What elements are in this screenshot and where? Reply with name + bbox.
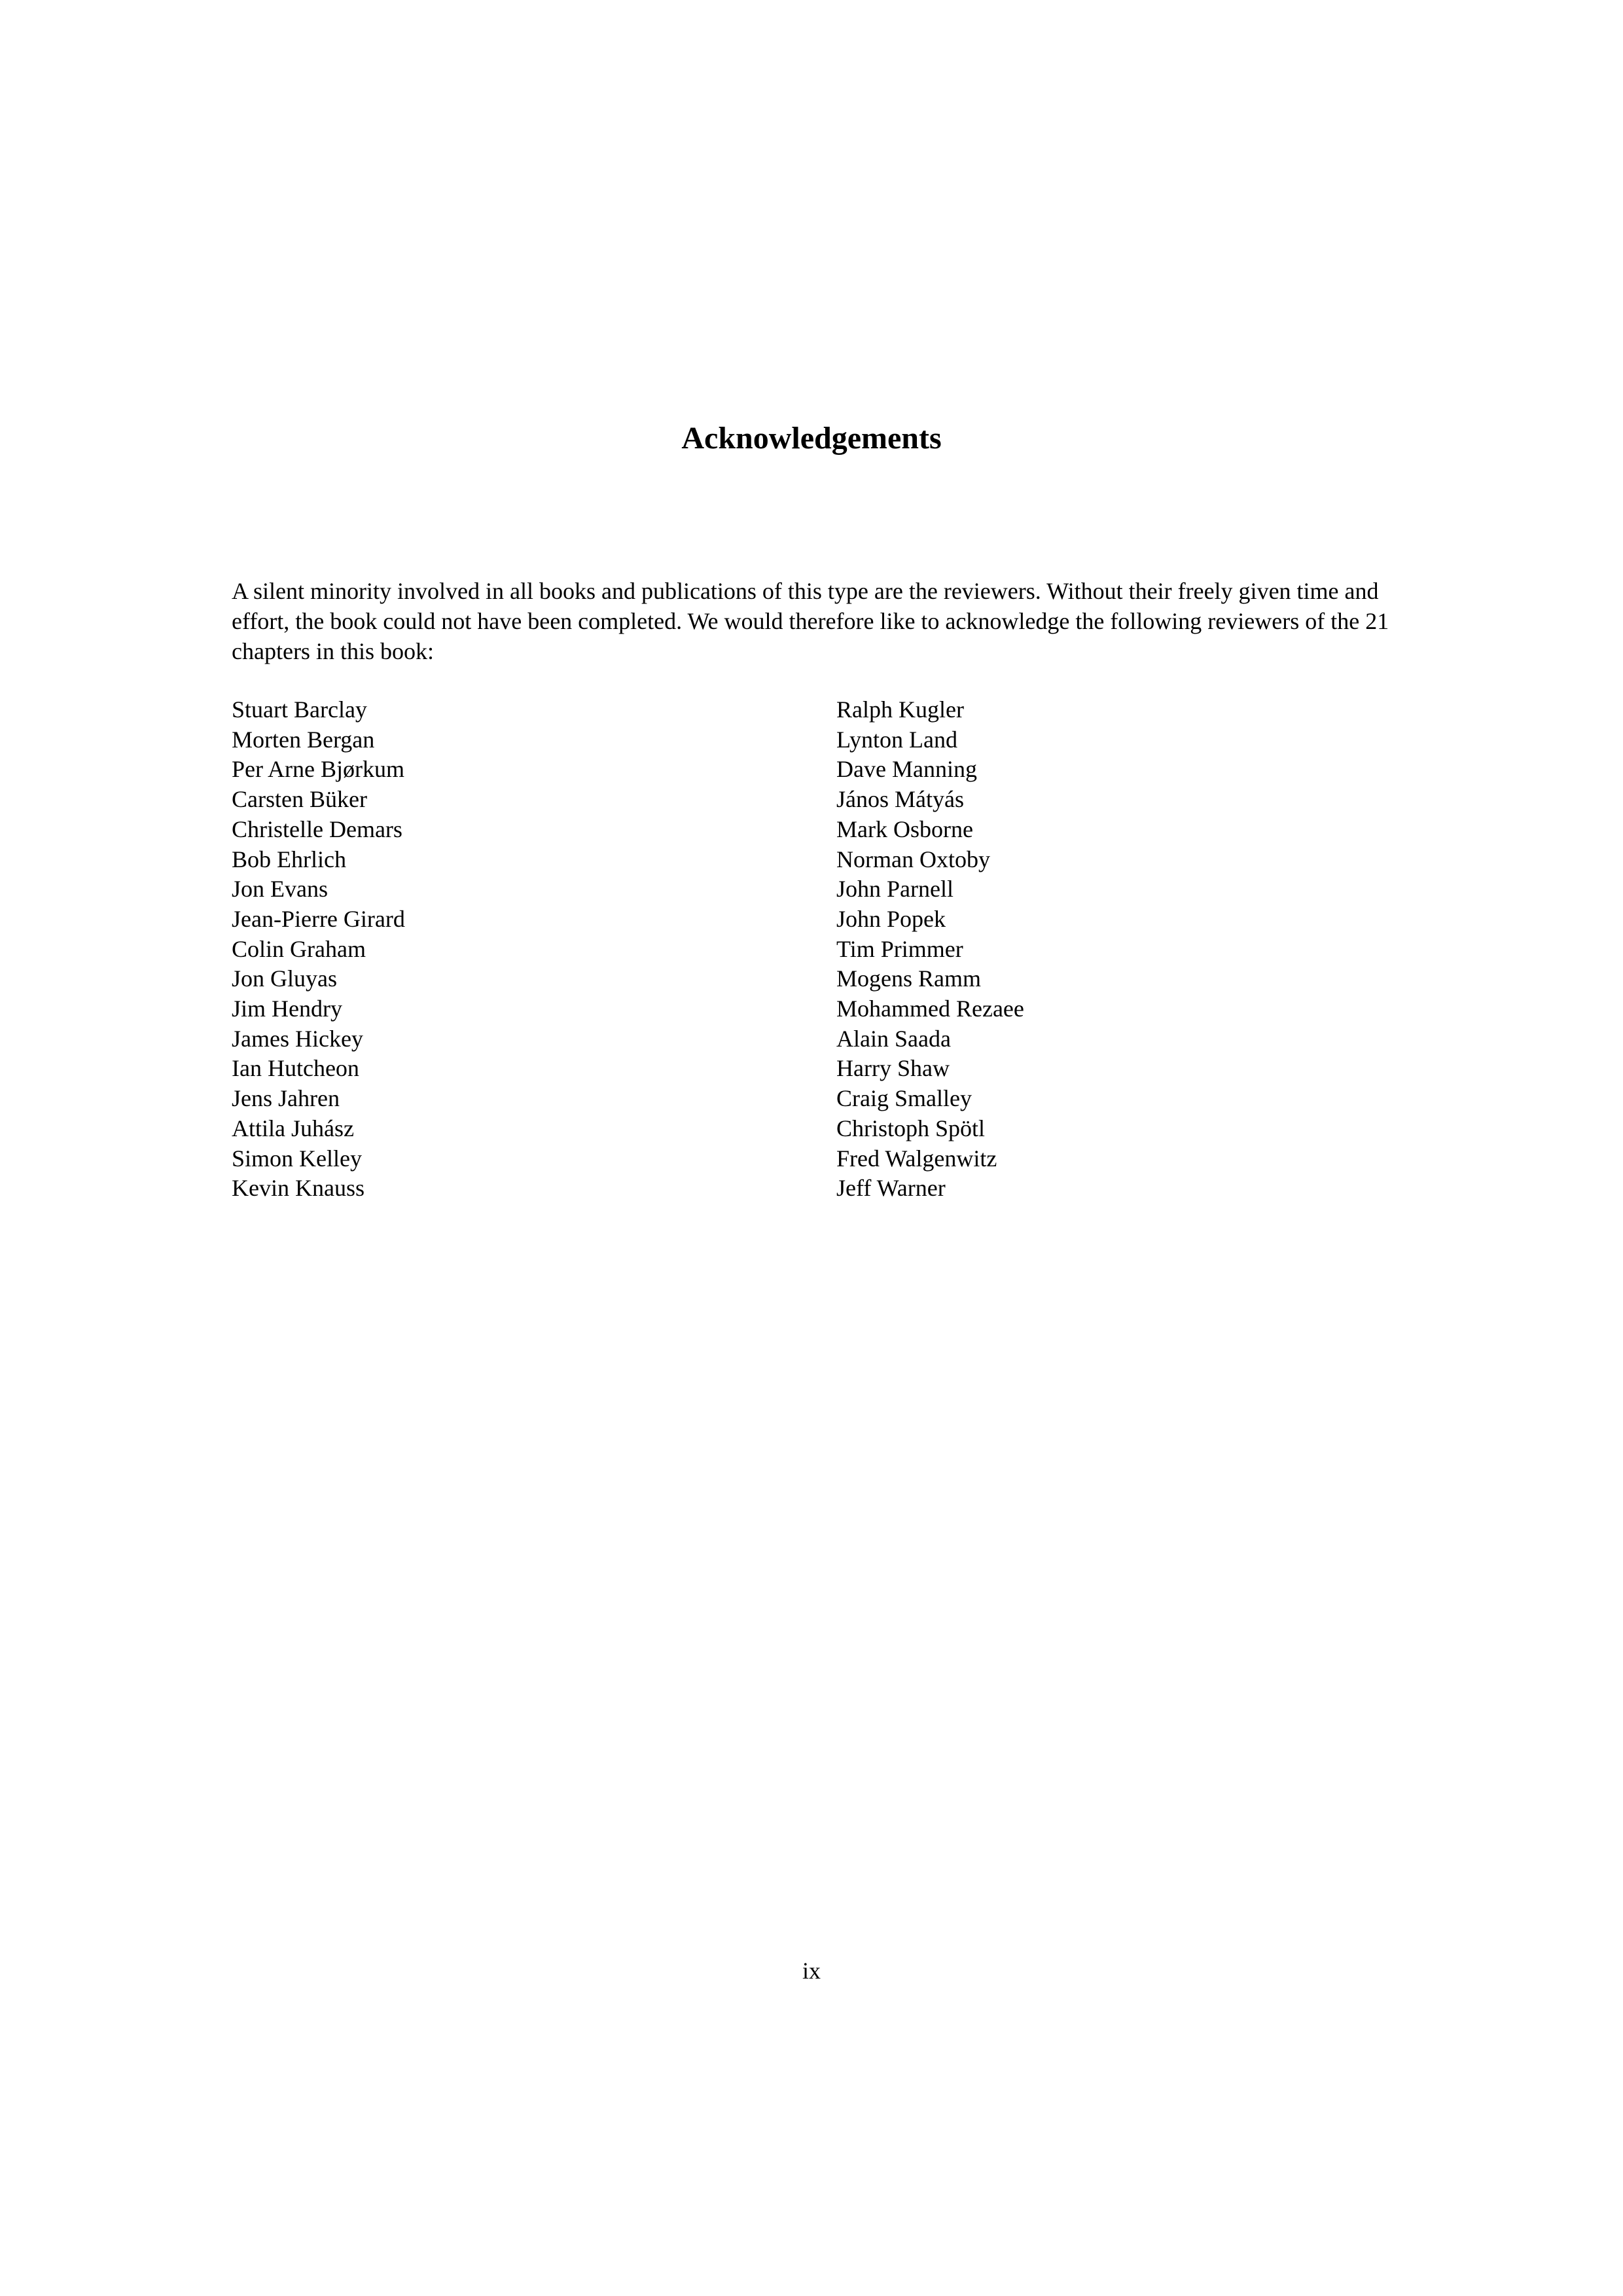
reviewer-name: Lynton Land — [836, 726, 957, 753]
reviewer-name: Christelle Demars — [232, 816, 402, 842]
reviewer-name: Bob Ehrlich — [232, 846, 346, 872]
reviewers-list-right — [836, 695, 1024, 1204]
intro-paragraph: A silent minority involved in all books and publications of this type are the reviewers. Without their freely given time and effort, the book could not have been completed. We would therefore like to acknowledge the following reviewers of the 21 chapters in this book: — [232, 578, 1389, 664]
reviewer-name: Colin Graham — [232, 935, 366, 962]
reviewer-name: Norman Oxtoby — [836, 846, 990, 872]
reviewer-name: Attila Juhász — [232, 1115, 354, 1141]
reviewer-name: Mark Osborne — [836, 816, 973, 842]
reviewer-name: Mogens Ramm — [836, 965, 981, 992]
reviewer-name: János Mátyás — [836, 786, 964, 813]
reviewer-name: Fred Walgenwitz — [836, 1145, 997, 1172]
reviewer-name: John Parnell — [836, 876, 954, 903]
reviewer-name: Jens Jahren — [232, 1085, 340, 1112]
reviewer-name: Jeff Warner — [836, 1175, 946, 1202]
reviewer-name: James Hickey — [232, 1025, 363, 1052]
reviewer-name: Jon Gluyas — [232, 965, 337, 992]
reviewer-name: Ralph Kugler — [836, 696, 964, 723]
reviewer-name: Dave Manning — [836, 756, 977, 783]
reviewer-name: Ian Hutcheon — [232, 1055, 359, 1082]
reviewer-name: Carsten Büker — [232, 786, 367, 813]
reviewer-name: Alain Saada — [836, 1025, 951, 1052]
reviewer-name: Mohammed Rezaee — [836, 996, 1024, 1022]
reviewer-name: Per Arne Bjørkum — [232, 756, 404, 783]
reviewer-name: Jim Hendry — [232, 996, 342, 1022]
page-title: Acknowledgements — [681, 421, 942, 456]
reviewer-name: Morten Bergan — [232, 726, 375, 753]
page-number: ix — [802, 1958, 821, 1984]
reviewer-name: Kevin Knauss — [232, 1175, 365, 1202]
reviewers-list-left — [232, 695, 405, 1204]
reviewer-name: Harry Shaw — [836, 1055, 950, 1082]
reviewer-name: Craig Smalley — [836, 1085, 972, 1112]
reviewer-name: Stuart Barclay — [232, 696, 367, 723]
reviewer-name: Simon Kelley — [232, 1145, 362, 1172]
reviewer-name: Christoph Spötl — [836, 1115, 986, 1141]
reviewer-name: Jon Evans — [232, 876, 328, 903]
reviewer-name: John Popek — [836, 905, 946, 932]
reviewer-name: Tim Primmer — [836, 935, 963, 962]
reviewer-name: Jean-Pierre Girard — [232, 905, 405, 932]
